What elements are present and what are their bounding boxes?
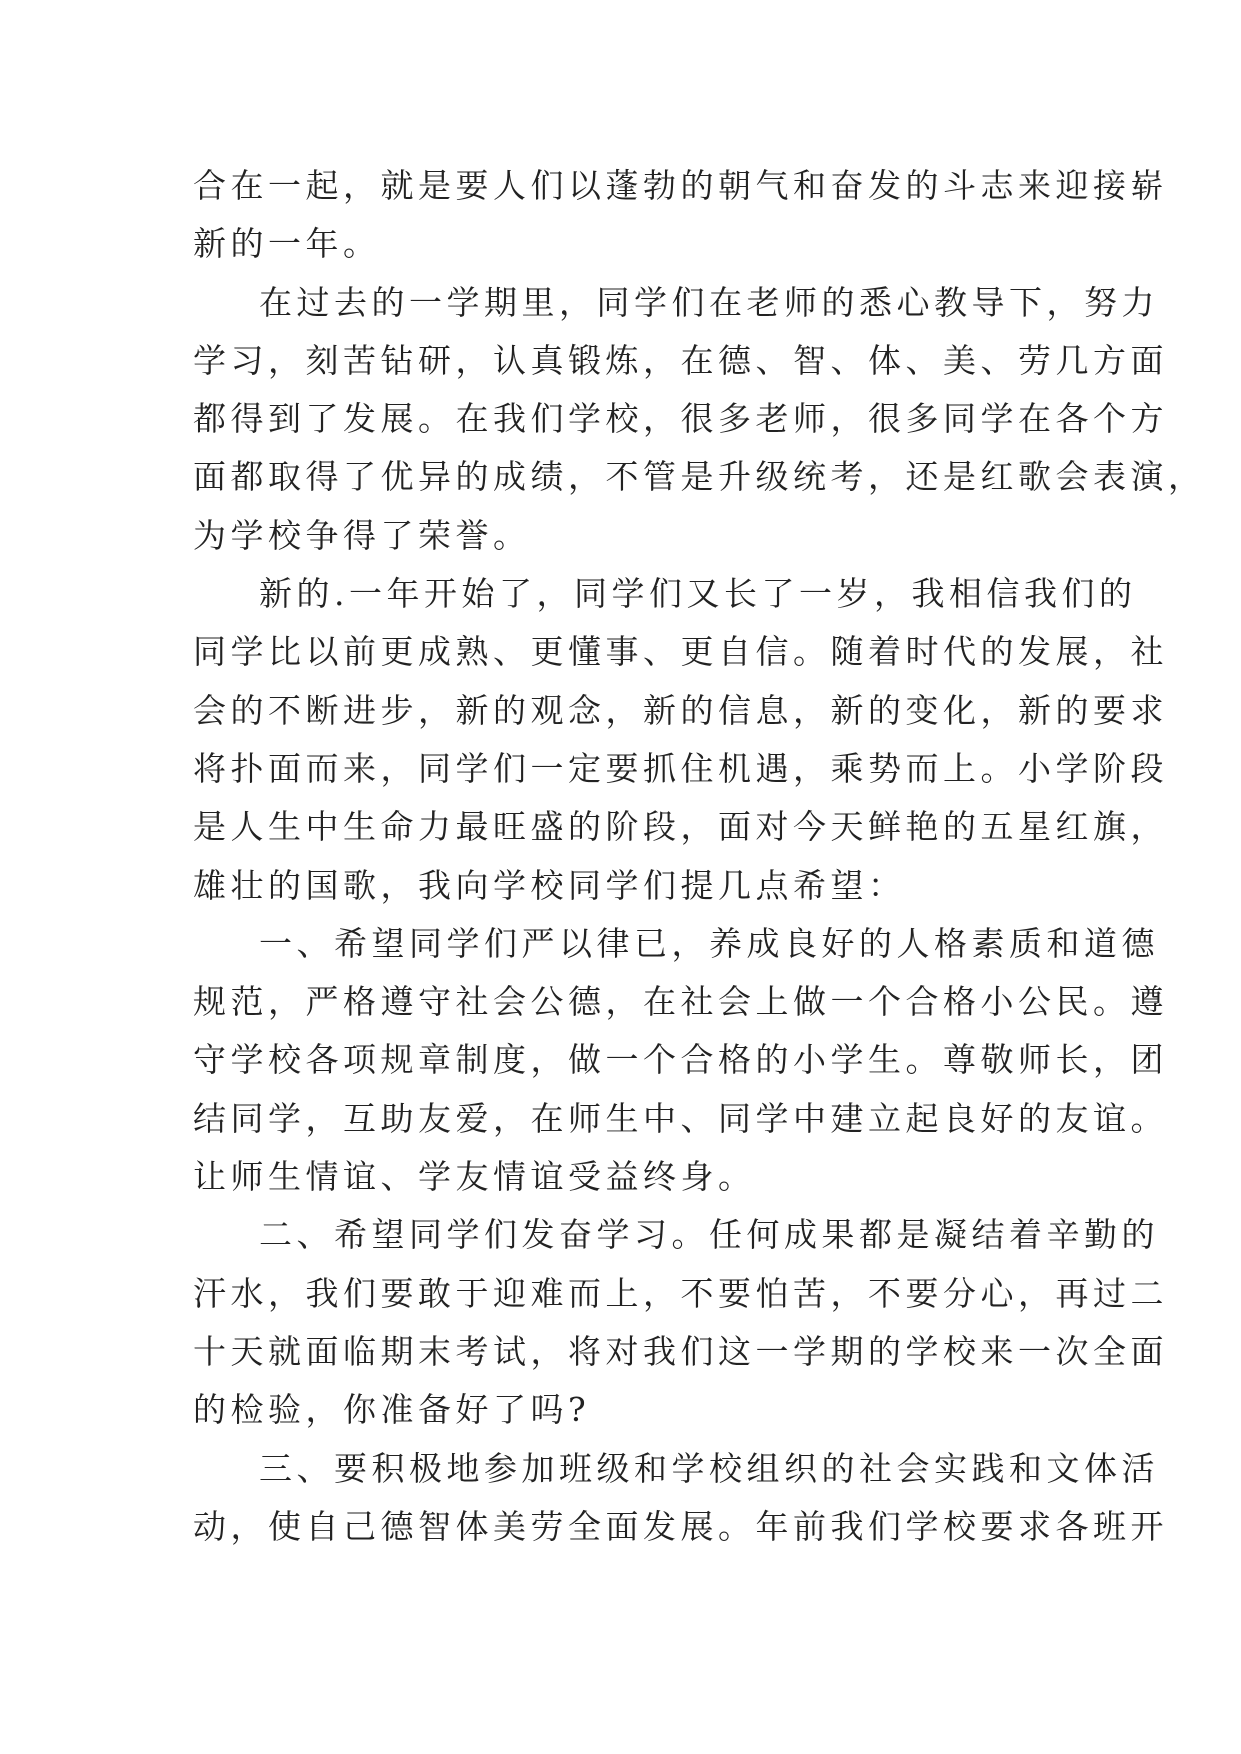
text-line: 学习，刻苦钻研，认真锻炼，在德、智、体、美、劳几方面 xyxy=(193,340,1168,380)
text-line: 让师生情谊、学友情谊受益终身。 xyxy=(193,1157,756,1197)
text-line: 雄壮的国歌，我向学校同学们提几点希望： xyxy=(193,865,906,905)
text-line: 面都取得了优异的成绩，不管是升级统考，还是红歌会表演， xyxy=(193,457,1206,497)
text-line: 会的不断进步，新的观念，新的信息，新的变化，新的要求 xyxy=(193,690,1168,730)
text-line: 二、希望同学们发奋学习。任何成果都是凝结着辛勤的 xyxy=(259,1215,1159,1255)
text-line: 都得到了发展。在我们学校，很多老师，很多同学在各个方 xyxy=(193,399,1168,439)
text-line: 在过去的一学期里，同学们在老师的悉心教导下，努力 xyxy=(259,282,1159,322)
text-line: 新的.一年开始了，同学们又长了一岁，我相信我们的 xyxy=(259,574,1137,614)
text-line: 合在一起，就是要人们以蓬勃的朝气和奋发的斗志来迎接崭 xyxy=(193,166,1168,205)
text-line: 动，使自己德智体美劳全面发展。年前我们学校要求各班开 xyxy=(193,1506,1168,1546)
text-line: 守学校各项规章制度，做一个合格的小学生。尊敬师长，团 xyxy=(193,1040,1168,1080)
text-line: 规范，严格遵守社会公德，在社会上做一个合格小公民。遵 xyxy=(193,982,1168,1022)
text-line: 是人生中生命力最旺盛的阶段，面对今天鲜艳的五星红旗， xyxy=(193,807,1168,847)
text-line: 为学校争得了荣誉。 xyxy=(193,515,531,555)
text-line: 汗水，我们要敢于迎难而上，不要怕苦，不要分心，再过二 xyxy=(193,1273,1168,1313)
text-line: 一、希望同学们严以律已，养成良好的人格素质和道德 xyxy=(259,923,1159,963)
text-line: 同学比以前更成熟、更懂事、更自信。随着时代的发展，社 xyxy=(193,632,1168,672)
text-line: 三、要积极地参加班级和学校组织的社会实践和文体活 xyxy=(259,1448,1159,1488)
text-line: 结同学，互助友爱，在师生中、同学中建立起良好的友谊。 xyxy=(193,1098,1168,1138)
text-line: 十天就面临期末考试，将对我们这一学期的学校来一次全面 xyxy=(193,1331,1168,1371)
text-line: 新的一年。 xyxy=(193,224,381,264)
document-body xyxy=(193,157,1206,1556)
text-line: 将扑面而来，同学们一定要抓住机遇，乘势而上。小学阶段 xyxy=(193,748,1168,788)
text-line: 的检验，你准备好了吗? xyxy=(193,1390,591,1430)
